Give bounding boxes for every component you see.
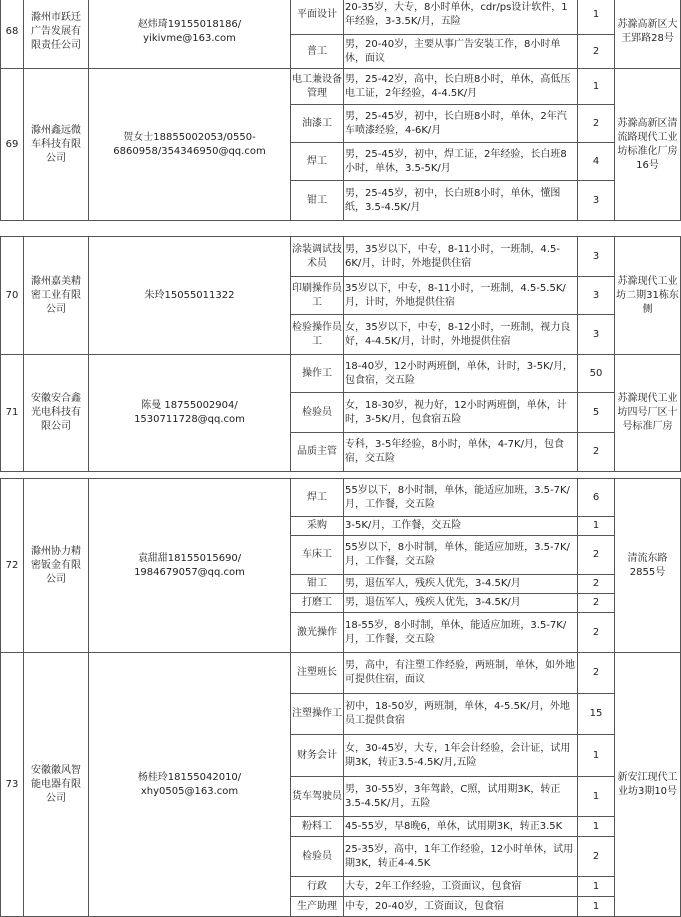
company-address: 苏滁现代工业坊二期31栋东侧 xyxy=(615,237,681,355)
job-requirements: 3-5K/月，工作餐，交五险 xyxy=(344,517,578,536)
job-requirements: 中专，20-40岁，工资面议，包食宿 xyxy=(344,897,578,917)
job-title: 货车驾驶员 xyxy=(291,777,344,817)
job-count: 3 xyxy=(578,277,615,315)
job-requirements: 男，25-45岁，初中，焊工证，2年经验，长白班8小时，单休，3.5-5K/月 xyxy=(344,143,578,181)
job-title: 操作工 xyxy=(291,355,344,393)
job-title: 行政 xyxy=(291,877,344,897)
table-row xyxy=(1,479,681,517)
job-requirements: 专科，3-5年经验，8小时，单休，4-7K/月，包食宿，交五险 xyxy=(344,433,578,472)
job-title: 注塑班长 xyxy=(291,653,344,694)
job-requirements: 大专，2年工作经验，工资面议，包食宿 xyxy=(344,877,578,897)
job-title: 激光操作 xyxy=(291,613,344,653)
job-requirements: 55岁以下，8小时制，单休，能适应加班，3.5-7K/月，工作餐，交五险 xyxy=(344,479,578,517)
company-name: 滁州鑫远微车科技有限公司 xyxy=(24,69,89,221)
job-requirements: 男，高中，有注塑工作经验，两班制，单休，如外地可提供住宿，面议 xyxy=(344,653,578,694)
job-requirements: 女，30-45岁，大专，1年会计经验，会计证，试用期3K，转正3.5-4.5K/月,五险 xyxy=(344,735,578,777)
company-address: 苏滁高新区清流路现代工业坊标准化厂房16号 xyxy=(615,69,681,221)
job-requirements: 男，25-45岁，初中，长白班8小时，单休，懂图纸，3.5-4.5K/月 xyxy=(344,181,578,221)
table-row xyxy=(1,69,681,105)
company-contact: 朱玲15055011322 xyxy=(89,237,291,355)
job-title: 印刷操作员工 xyxy=(291,277,344,315)
job-count: 1 xyxy=(578,897,615,917)
job-count: 6 xyxy=(578,479,615,517)
job-requirements: 35岁以下，中专，8-11小时，一班制，4.5-5.5K/月，计时，外地提供住宿 xyxy=(344,277,578,315)
job-title: 采购 xyxy=(291,517,344,536)
table-block-3 xyxy=(0,478,678,917)
company-number: 68 xyxy=(1,0,24,69)
job-count: 1 xyxy=(578,877,615,897)
job-count: 1 xyxy=(578,817,615,837)
job-title: 检验操作员工 xyxy=(291,315,344,355)
job-count: 3 xyxy=(578,181,615,221)
company-address: 苏滁现代工业坊四号厂区十号标准厂房 xyxy=(615,355,681,472)
company-name: 安徽徽风智能电器有限公司 xyxy=(24,653,89,917)
job-count: 3 xyxy=(578,315,615,355)
job-table-1 xyxy=(0,0,681,221)
job-table-2 xyxy=(0,236,681,472)
job-requirements: 20-35岁，大专，8小时单休，cdr/ps设计软件，1年经验，3-3.5K/月，五险 xyxy=(344,0,578,35)
company-name: 滁州嘉美精密工业有限公司 xyxy=(24,237,89,355)
job-requirements: 男，35岁以下，中专，8-11小时，一班制，4.5-6K/月，计时，外地提供住宿 xyxy=(344,237,578,277)
job-title: 普工 xyxy=(291,35,344,69)
job-title: 涂装调试技术员 xyxy=(291,237,344,277)
job-requirements: 女，35岁以下，中专，8-12小时，一班制，视力良好，4-4.5K/月，计时，外地提供住宿 xyxy=(344,315,578,355)
table-row xyxy=(1,237,681,277)
company-number: 71 xyxy=(1,355,24,472)
company-number: 72 xyxy=(1,479,24,653)
company-contact: 赵炜琦19155018186/ yikivme@163.com xyxy=(89,0,291,69)
job-title: 车床工 xyxy=(291,536,344,575)
job-title: 品质主管 xyxy=(291,433,344,472)
company-name: 安徽安合鑫光电科技有限公司 xyxy=(24,355,89,472)
job-requirements: 男，25-42岁，高中，长白班8小时，单休，高低压电工证，2年经验，4-4.5K/月 xyxy=(344,69,578,105)
table-row xyxy=(1,653,681,694)
company-contact: 杨桂玲18155042010/ xhy0505@163.com xyxy=(89,653,291,917)
job-count: 1 xyxy=(578,735,615,777)
job-count: 2 xyxy=(578,575,615,594)
job-count: 2 xyxy=(578,105,615,143)
company-address: 新安江现代工业坊3期10号 xyxy=(615,653,681,917)
job-requirements: 55岁以下，8小时制，单休，能适应加班，3.5-7K/月，工作餐，交五险 xyxy=(344,536,578,575)
job-count: 2 xyxy=(578,613,615,653)
job-title: 检验员 xyxy=(291,393,344,433)
job-requirements: 18-55岁，8小时制，单休，能适应加班，3.5-7K/月，工作餐，交五险 xyxy=(344,613,578,653)
job-title: 生产助理 xyxy=(291,897,344,917)
job-count: 5 xyxy=(578,393,615,433)
job-title: 焊工 xyxy=(291,479,344,517)
company-contact: 贺女士18855002053/0550-6860958/354346950@qq.com xyxy=(89,69,291,221)
job-requirements: 男，30-55岁，3年驾龄，C照，试用期3K，转正3.5-4.5K/月，五险 xyxy=(344,777,578,817)
company-number: 70 xyxy=(1,237,24,355)
job-title: 注塑操作工 xyxy=(291,694,344,735)
job-count: 2 xyxy=(578,35,615,69)
job-requirements: 男，退伍军人，残疾人优先，3-4.5K/月 xyxy=(344,594,578,613)
job-title: 油漆工 xyxy=(291,105,344,143)
job-count: 1 xyxy=(578,69,615,105)
job-title: 财务会计 xyxy=(291,735,344,777)
job-count: 4 xyxy=(578,143,615,181)
job-requirements: 45-55岁，早8晚6，单休，试用期3K，转正3.5K xyxy=(344,817,578,837)
job-count: 50 xyxy=(578,355,615,393)
job-requirements: 男，20-40岁，主要从事广告安装工作，8小时单休，面议 xyxy=(344,35,578,69)
company-address: 苏滁高新区大王郢路28号 xyxy=(615,0,681,69)
job-requirements: 18-40岁，12小时两班倒，单休，计时，3-5K/月，包食宿，交五险 xyxy=(344,355,578,393)
job-title: 钳工 xyxy=(291,181,344,221)
table-block-1 xyxy=(0,0,678,221)
job-table-3 xyxy=(0,478,681,917)
company-contact: 袁甜甜18155015690/ 1984679057@qq.com xyxy=(89,479,291,653)
job-count: 3 xyxy=(578,237,615,277)
job-title: 打磨工 xyxy=(291,594,344,613)
company-number: 69 xyxy=(1,69,24,221)
company-name: 滁州协力精密钣金有限公司 xyxy=(24,479,89,653)
company-address: 清流东路2855号 xyxy=(615,479,681,653)
job-count: 2 xyxy=(578,837,615,877)
job-count: 2 xyxy=(578,433,615,472)
job-requirements: 女，18-30岁，视力好，12小时两班倒，单休，计时，3-5K/月，包食宿五险 xyxy=(344,393,578,433)
job-count: 2 xyxy=(578,653,615,694)
job-count: 1 xyxy=(578,517,615,536)
job-title: 钳工 xyxy=(291,575,344,594)
job-title: 粉料工 xyxy=(291,817,344,837)
job-title: 焊工 xyxy=(291,143,344,181)
job-title: 电工兼设备管理 xyxy=(291,69,344,105)
job-count: 1 xyxy=(578,0,615,35)
company-number: 73 xyxy=(1,653,24,917)
table-row xyxy=(1,0,681,35)
job-requirements: 男，退伍军人，残疾人优先，3-4.5K/月 xyxy=(344,575,578,594)
company-name: 滁州市跃迁广告发展有限责任公司 xyxy=(24,0,89,69)
table-row xyxy=(1,355,681,393)
table-block-2 xyxy=(0,236,679,472)
job-count: 2 xyxy=(578,536,615,575)
job-requirements: 男，25-45岁，初中，长白班8小时，单休，2年汽车喷漆经验，4-6K/月 xyxy=(344,105,578,143)
job-count: 1 xyxy=(578,777,615,817)
job-title: 检验员 xyxy=(291,837,344,877)
job-count: 15 xyxy=(578,694,615,735)
company-contact: 陈曼 18755002904/ 1530711728@qq.com xyxy=(89,355,291,472)
job-requirements: 初中，18-50岁，两班制，单休，4-5.5K/月，外地员工提供食宿 xyxy=(344,694,578,735)
job-requirements: 25-35岁，高中，1年工作经验，12小时单休，试用期3K，转正4-4.5K xyxy=(344,837,578,877)
job-count: 2 xyxy=(578,594,615,613)
job-title: 平面设计 xyxy=(291,0,344,35)
